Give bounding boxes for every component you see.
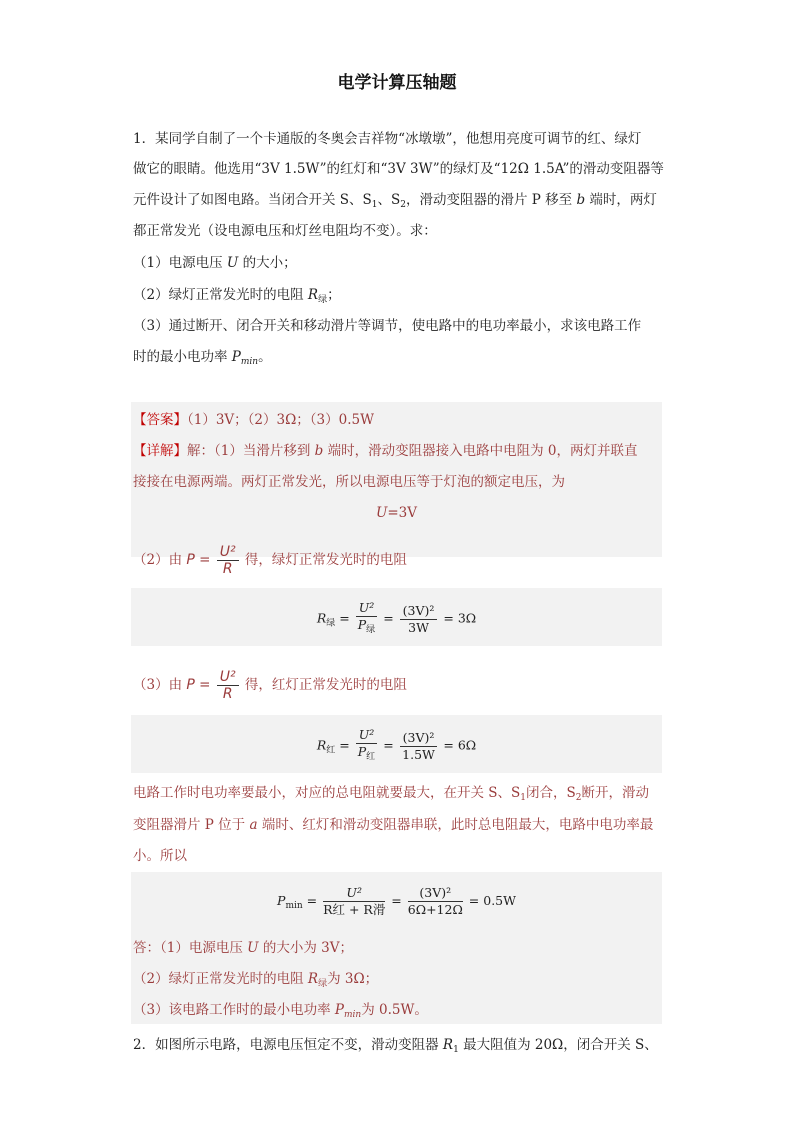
equation-voltage: U=3V bbox=[375, 505, 418, 521]
equation-green-resistance: $R_绿$ = $\frac{\text{U²}}{P_绿}$ = $\frac{\text{(3V)²}}{3W}$ = 3Ω bbox=[316, 600, 477, 635]
detail-line-6: 变阻器滑片 P 位于 a 端时、红灯和滑动变阻器串联，此时总电阻最大，电路中电功率最 bbox=[133, 817, 654, 833]
detail-line-2: 接接在电源两端。两灯正常发光，所以电源电压等于灯泡的额定电压，为 bbox=[133, 474, 565, 490]
question-1-line-4: 都正常发光（设电源电压和灯丝电阻均不变）。求： bbox=[133, 223, 437, 239]
detail-line-7: 小。所以 bbox=[133, 848, 187, 864]
question-2-line-1: 2．如图所示电路，电源电压恒定不变，滑动变阻器 $R_1$ 最大阻值为 20Ω，闭合开关 S、 bbox=[133, 1037, 658, 1055]
conclusion-line-1: 答：（1）电源电压 U 的大小为 3V； bbox=[133, 940, 353, 956]
detail-tag: 【详解】 bbox=[133, 443, 187, 459]
question-1-line-2: 做它的眼睛。他选用“3V 1.5W”的红灯和“3V 3W”的绿灯及“12Ω 1.5A”的滑动变阻器等 bbox=[133, 161, 664, 177]
conclusion-line-2: （2）绿灯正常发光时的电阻 $R_绿$为 3Ω； bbox=[133, 971, 379, 989]
question-1-line-1: 1．某同学自制了一个卡通版的冬奥会吉祥物“冰墩墩”，他想用亮度可调节的红、绿灯 bbox=[133, 131, 642, 147]
answer-tag: 【答案】 bbox=[133, 412, 187, 428]
detail-line-3: （2）由 P = $\frac{\text{U²}}{R}$ 得，绿灯正常发光时的电阻 bbox=[133, 544, 407, 577]
question-1-subquestion-2: （2）绿灯正常发光时的电阻 $R_绿$； bbox=[133, 287, 341, 305]
question-1-subquestion-1: （1）电源电压 U 的大小； bbox=[133, 255, 297, 271]
answer-line bbox=[133, 405, 663, 435]
question-1-line-3: 元件设计了如图电路。当闭合开关 S、$S_1$、$S_2$，滑动变阻器的滑片 P 移至 b 端时，两灯 bbox=[133, 192, 657, 210]
conclusion-line-3: （3）该电路工作时的最小电功率 $P_{min}$为 0.5W。 bbox=[133, 1002, 428, 1020]
answer-text: （1）3V；（2）3Ω；（3）0.5W bbox=[187, 412, 374, 428]
page-title: 电学计算压轴题 bbox=[337, 73, 457, 93]
question-1-subquestion-3: （3）通过断开、闭合开关和移动滑片等调节，使电路中的电功率最小，求该电路工作 bbox=[133, 318, 642, 334]
equation-red-resistance: $R_红$ = $\frac{\text{U²}}{P_红}$ = $\frac{\text{(3V)²}}{1.5W}$ = 6Ω bbox=[316, 727, 477, 762]
power-formula-fraction: $\frac{\text{U²}}{R}$ bbox=[217, 544, 239, 577]
detail-line-5: 电路工作时电功率要最小，对应的总电阻就要最大，在开关 S、$S_1$闭合，$S_2$断开，滑动 bbox=[133, 785, 650, 803]
question-1-subquestion-3-cont: 时的最小电功率 $P_{min}$。 bbox=[133, 349, 272, 367]
detail-line-1: 【详解】解：（1）当滑片移到 b 端时，滑动变阻器接入电路中电阻为 0，两灯并联直 bbox=[133, 443, 638, 459]
equation-min-power: $P_{min}$ = $\frac{\text{U²}}{\text{R红 + R滑}}$ = $\frac{\text{(3V)²}}{6\Omega+12\Omega}$ = 0.5W bbox=[277, 885, 516, 917]
detail-line-4: （3）由 P = $\frac{\text{U²}}{R}$ 得，红灯正常发光时的电阻 bbox=[133, 669, 407, 702]
